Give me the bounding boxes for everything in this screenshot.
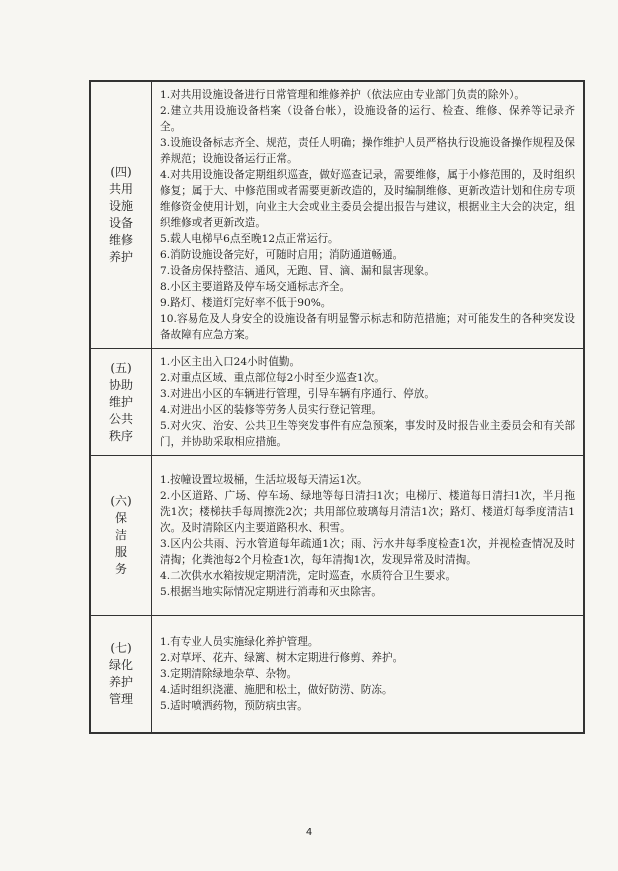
list-item: 5.适时喷洒药物，预防病虫害。 [160,699,308,712]
list-item: 1.小区主出入口24小时值勤。 [160,356,301,368]
list-item: 5.对火灾、治安、公共卫生等突发事件有应急预案，事发时及时报告业主委员会和有关部门，并协助采取相应措施。 [160,420,575,448]
list-item: 4.二次供水水箱按规定期清洗，定时巡查，水质符合卫生要求。 [160,569,457,582]
list-item: 2.对草坪、花卉、绿篱、树木定期进行修剪、养护。 [160,651,404,664]
section-items [152,349,585,456]
section-label-line: 绿化 [108,657,133,672]
section-label [90,456,152,616]
section-label-line: (五) [110,360,132,375]
section-label-line: 设备 [108,216,133,230]
section-label-line: 服 [114,545,127,559]
list-item: 4.对共用设施设备定期组织巡查，做好巡查记录，需要维修，属于小修范围的，及时组织修复；属于大、中修范围或者需要更新改造的，及时编制维修、更新改造计划和住房专项维修资金使用计划，向业主大会或业主委员会提出报告与建议，根据业主大会的决定，组织维修或者更新改造。 [160,169,575,229]
section-items [152,81,585,349]
section-label-line: 设施 [108,199,133,213]
list-item: 7.设备房保持整洁、通风，无跑、冒、滴、漏和鼠害现象。 [160,265,435,277]
section-label [90,349,152,456]
list-item: 6.消防设施设备完好，可随时启用；消防通道畅通。 [160,249,404,261]
list-item: 1.对共用设施设备进行日常管理和维修养护（依法应由专业部门负责的除外）。 [160,89,525,101]
section-label-line: 管理 [108,691,133,706]
section-label-line: 务 [114,562,127,576]
section-label-line: 洁 [114,528,127,542]
section-row [90,349,584,456]
list-item: 4.对进出小区的装修等劳务人员实行登记管理。 [160,404,382,416]
section-row [90,456,584,616]
section-label-line: 公共 [108,411,133,426]
list-item: 3.区内公共雨、污水管道每年疏通1次；雨、污水井每季度检查1次，并视检查情况及时清掏；化粪池每2个月检查1次，每年清掏1次，发现异常及时清掏。 [160,537,575,566]
section-label-line: 保 [114,511,127,525]
section-label-line: 养护 [108,674,133,689]
section-label [90,81,152,349]
section-label-line: 维护 [108,394,133,409]
section-label-line: 共用 [108,182,133,196]
section-label-line: (四) [110,165,132,179]
section-label-line: 秩序 [108,428,133,443]
section-label-line: 维修 [108,233,133,247]
page-number: 4 [305,827,313,838]
list-item: 3.设施设备标志齐全、规范，责任人明确；操作维护人员严格执行设施设备操作规程及保养规范；设施设备运行正常。 [160,137,575,165]
list-item: 3.定期清除绿地杂草、杂物。 [160,667,298,680]
section-items [152,616,585,733]
section-row [90,81,584,349]
list-item: 1.有专业人员实施绿化养护管理。 [160,635,319,648]
list-item: 10.容易危及人身安全的设施设备有明显警示标志和防范措施；对可能发生的各种突发设备故障有应急方案。 [160,313,575,341]
list-item: 3.对进出小区的车辆进行管理，引导车辆有序通行、停放。 [160,388,435,400]
list-item: 2.小区道路、广场、停车场、绿地等每日清扫1次；电梯厅、楼道每日清扫1次，半月拖洗1次；楼梯扶手每周擦洗2次；共用部位玻璃每月清洁1次；路灯、楼道灯每季度清洁1次。及时清除区内主要道路积水、积雪。 [160,489,575,534]
section-label [90,616,152,733]
list-item: 5.载人电梯早6点至晚12点正常运行。 [160,233,339,245]
section-row [90,616,584,733]
section-label-line: (六) [110,494,132,508]
list-item: 1.按幢设置垃圾桶，生活垃圾每天清运1次。 [160,473,368,486]
service-standards-table [89,80,585,734]
section-label-line: 协助 [108,377,133,392]
list-item: 4.适时组织浇灌、施肥和松土，做好防涝、防冻。 [160,683,393,696]
section-label-line: 养护 [108,250,133,264]
section-items [152,456,585,616]
list-item: 5.根据当地实际情况定期进行消毒和灭虫除害。 [160,585,382,598]
list-item: 2.建立共用设施设备档案（设备台帐），设施设备的运行、检查、维修、保养等记录齐全。 [160,105,575,133]
list-item: 9.路灯、楼道灯完好率不低于90%。 [160,297,332,309]
list-item: 8.小区主要道路及停车场交通标志齐全。 [160,281,351,293]
list-item: 2.对重点区域、重点部位每2小时至少巡查1次。 [160,372,385,384]
section-label-line: (七) [110,640,132,655]
